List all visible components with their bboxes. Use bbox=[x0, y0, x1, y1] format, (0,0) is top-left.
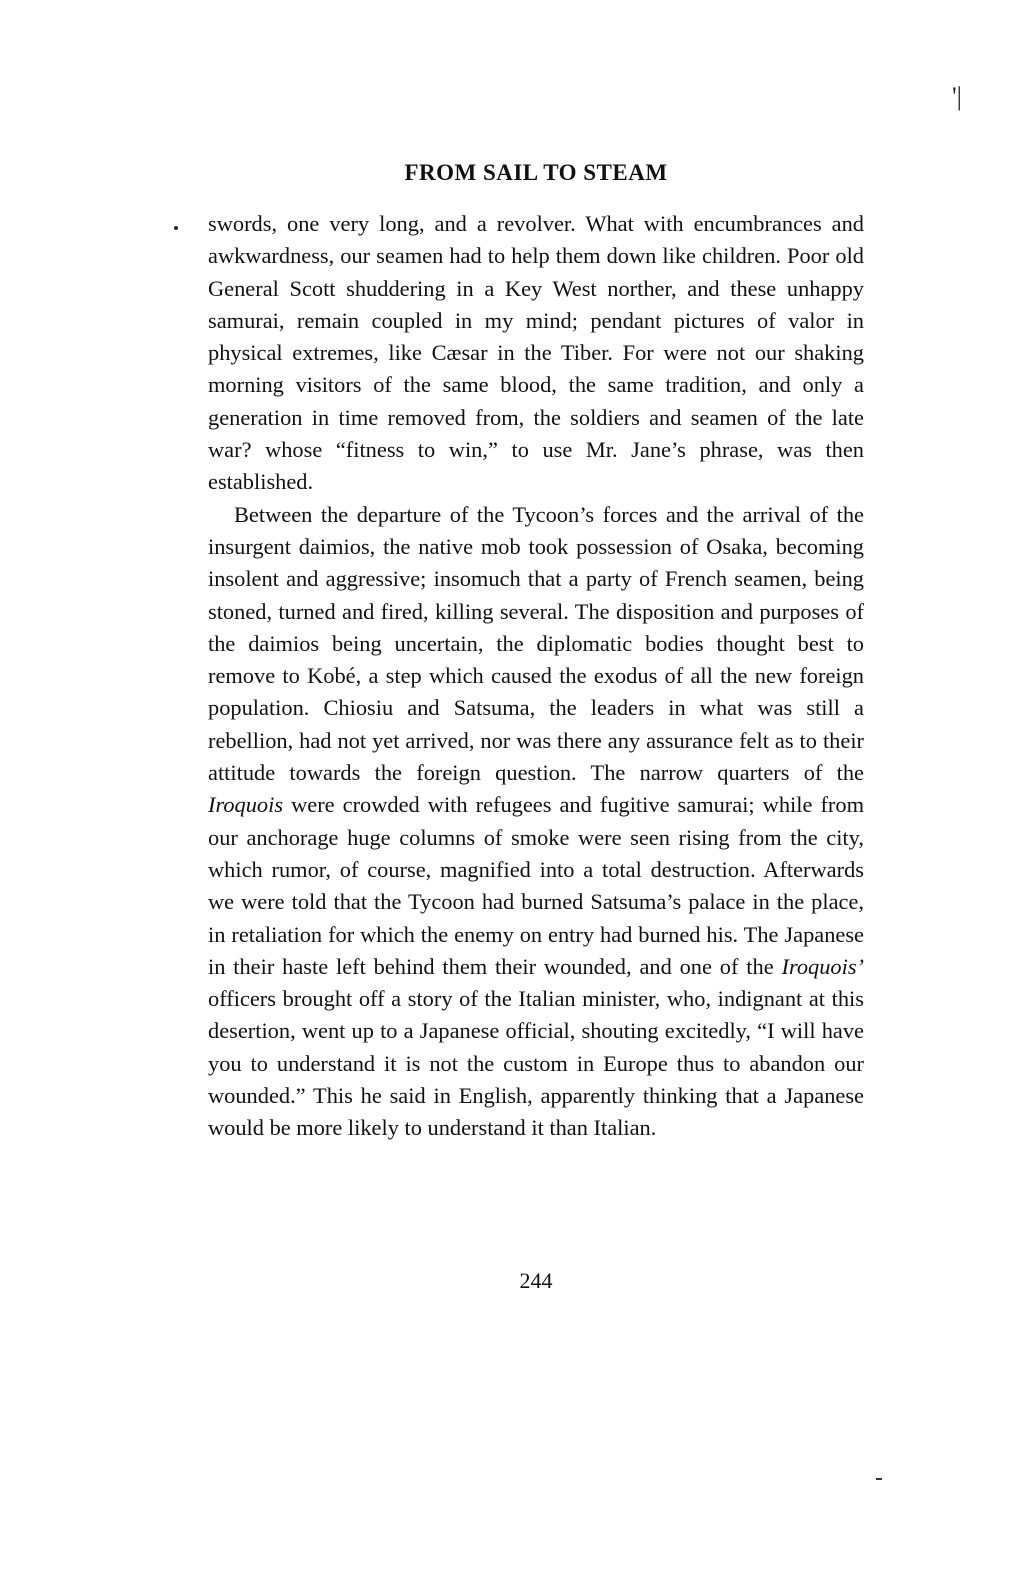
paragraph bbox=[208, 499, 864, 1145]
text-run: officers brought off a story of the Italian minister, who, indignant at this desertion, went up to a Japanese official, shouting excitedly, “I will have you to understand it is not the custom in Europe thus to abandon our wounded.” This he said in English, apparently thinking that a Japanese would be more likely to understand it than Italian. bbox=[208, 986, 864, 1141]
text-run: Between the departure of the Tycoon’s forces and the arrival of the insurgent daimios, the native mob took possession of Osaka, becoming insolent and aggressive; insomuch that a party of French seamen, being stoned, turned and fired, killing several. The disposition and purposes of the daimios being uncertain, the diplomatic bodies thought best to remove to Kobé, a step which caused the exodus of all the new foreign population. Chiosiu and Satsuma, the leaders in what was still a rebellion, had not yet arrived, nor was there any assurance felt as to their attitude towards the foreign question. The narrow quarters of the bbox=[208, 501, 864, 786]
paragraph bbox=[208, 208, 864, 499]
page-number: 244 bbox=[519, 1268, 553, 1293]
body-text bbox=[208, 208, 864, 1145]
margin-dash bbox=[876, 1478, 882, 1480]
italic-text: Iroquois bbox=[208, 792, 284, 818]
margin-dot bbox=[174, 226, 178, 230]
running-head: FROM SAIL TO STEAM bbox=[404, 160, 668, 185]
corner-mark: '| bbox=[952, 82, 962, 111]
italic-text: Iroquois’ bbox=[781, 953, 864, 979]
text-run: swords, one very long, and a revolver. What with encumbrances and awkwardness, our seamen had to help them down like children. Poor old General Scott shuddering in a Key West norther, and these unhappy samurai, remain coupled in my mind; pendant pictures of valor in physical extremes, like Cæsar in the Tiber. For were not our shaking morning visitors of the same blood, the same tradition, and only a generation in time removed from, the soldiers and seamen of the late war? whose “fitness to win,” to use Mr. Jane’s phrase, was then established. bbox=[208, 211, 864, 495]
text-run: were crowded with refugees and fugitive samurai; while from our anchorage huge columns of smoke were seen rising from the city, which rumor, of course, magnified into a total destruction. Afterwards we were told that the Tycoon had burned Satsuma’s palace in the place, in retaliation for which the enemy on entry had burned his. The Japanese in their haste left behind them their wounded, and one of the bbox=[208, 792, 864, 979]
